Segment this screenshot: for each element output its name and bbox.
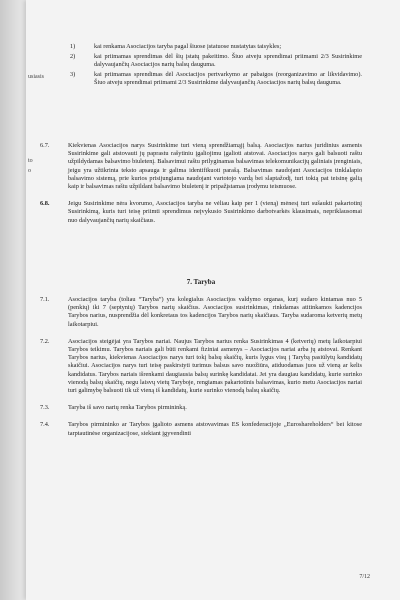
page-number: 7/12 xyxy=(359,574,370,580)
document-page xyxy=(26,0,400,600)
section-title: 7. Taryba xyxy=(186,278,216,286)
clause-block-7 xyxy=(40,296,362,439)
clause-6-8: 6.8. Jeigu Susirinkime nėra kvorumo, Asociacijos taryba ne vėliau kaip per 1 (vieną) mėnesį turi sušaukti pakartotinį Susirinkimą, kuris turi teisę priimti sprendimus neįvykusio Susirinkimo darbotvarkės klausimais, nepriklausomai nuo dalyvaujančių narių skaičiaus. xyxy=(40,200,362,224)
clause-6-7: 6.7. Kiekvienas Asociacijos narys Susirinkime turi vieną sprendžiamąjį balsą. Asociacijos narius juridinius asmenis Susirinkime gali atstovauti jų paprastu rašytiniu įgaliojimu įgalioti atstovai. Asociacijos narys gali balsuoti raštu užpildydamas balsavimo biuletenį. Balsavimui raštu prilyginamas balsavimas telekomunikacijų galiniais įrenginiais, jeigu yra užtikrinta teksto apsauga ir galima identifikuoti parašą. Balsavimas naudojant Asociacijos tinklalapio balsavimo sistemą, prie kurios prisijungiama naudojant vartotojo vardą bei slaptažodį, turi tokią pat teisinę galią kaip ir balsavimas raštu užpildant balsavimo biuletenį ir pripažįstamas įrodymu teismuose. xyxy=(40,142,362,191)
numbered-list xyxy=(70,43,362,89)
margin-note: o xyxy=(28,168,31,174)
clause-block-6 xyxy=(40,142,362,226)
clause-7-3: 7.3. Taryba iš savo narių renka Tarybos pirmininką. xyxy=(40,404,187,412)
list-item: 1) kai renkama Asociacijos taryba pagal šiuose įstatuose nustatytas taisykles; xyxy=(70,43,282,50)
clause-7-4: 7.4. Tarybos pirmininko ar Tarybos įgalioto asmens atstovavimas ES konfederacijoje „Euroshareholders“ bei kitose tarptautinėse organizacijose, siekiant įgyvendinti xyxy=(40,421,362,437)
list-item: 2) kai priimamas sprendimas dėl šių įstatų pakeitimo. Šiuo atveju sprendimai priimami 2/3 Susirinkime dalyvaujančių Asociacijos narių balsų dauguma. xyxy=(70,52,362,68)
margin-note: to xyxy=(28,158,33,164)
clause-7-2: 7.2. Asociacijos steigėjai yra Tarybos nariai. Naujus Tarybos narius renka Susirinkimas 4 (ketverių) metų laikotarpiui Tarybos teikimu. Tarybos nariais gali būti renkami fiziniai asmenys – Asociacijos nariai arba jų atstovai. Renkant Tarybos narius, kiekvienas Asociacijos narys turi tokį balsų skaičių, kuris lygus visų į Tarybą pasiūlytų kandidatų skaičiui. Asociacijos narys turi teisę paskirstyti turimus balsus savo nuožiūra, atiduodamas juos už vieną ar kelis kandidatus. Tarybos nariais išrenkami daugiausia balsų surinkę kandidatai. Jei yra daugiau kandidatų, kurie surinko vienodą balsų skaičių, negu laisvų vietų Taryboje, rengiamas pakartotinis balsavimas, kurio metu Asociacijos nariai turi galimybę balsuoti tik už vieną iš kandidatų, kurie surinko vienodą balsų skaičių. xyxy=(40,337,362,395)
margin-note: usiasis xyxy=(28,74,45,80)
binding-edge xyxy=(0,0,26,600)
clause-7-1: 7.1. Asociacijos taryba (toliau “Taryba”) yra kolegialus Asociacijos valdymo organas, kurį sudaro kintamas nuo 5 (penkių) iki 7 (septynių) Tarybos narių skaičius. Asociacijos susirinkimas, rinkdamas atitinkamos kadencijos Tarybos narius, nusprendžia dėl konkretaus tos kadencijos Tarybos narių skaičiaus. Taryba sudaroma ketverių metų laikotarpiui. xyxy=(40,296,362,328)
list-item: 3) kai priimamas sprendimas dėl Asociacijos pertvarkymo ar pabaigos (reorganizavimo ar likvidavimo). Šiuo atveju sprendimai priimami 2/3 Susirinkime dalyvaujančių Asociacijos narių balsų dauguma. xyxy=(70,70,362,86)
